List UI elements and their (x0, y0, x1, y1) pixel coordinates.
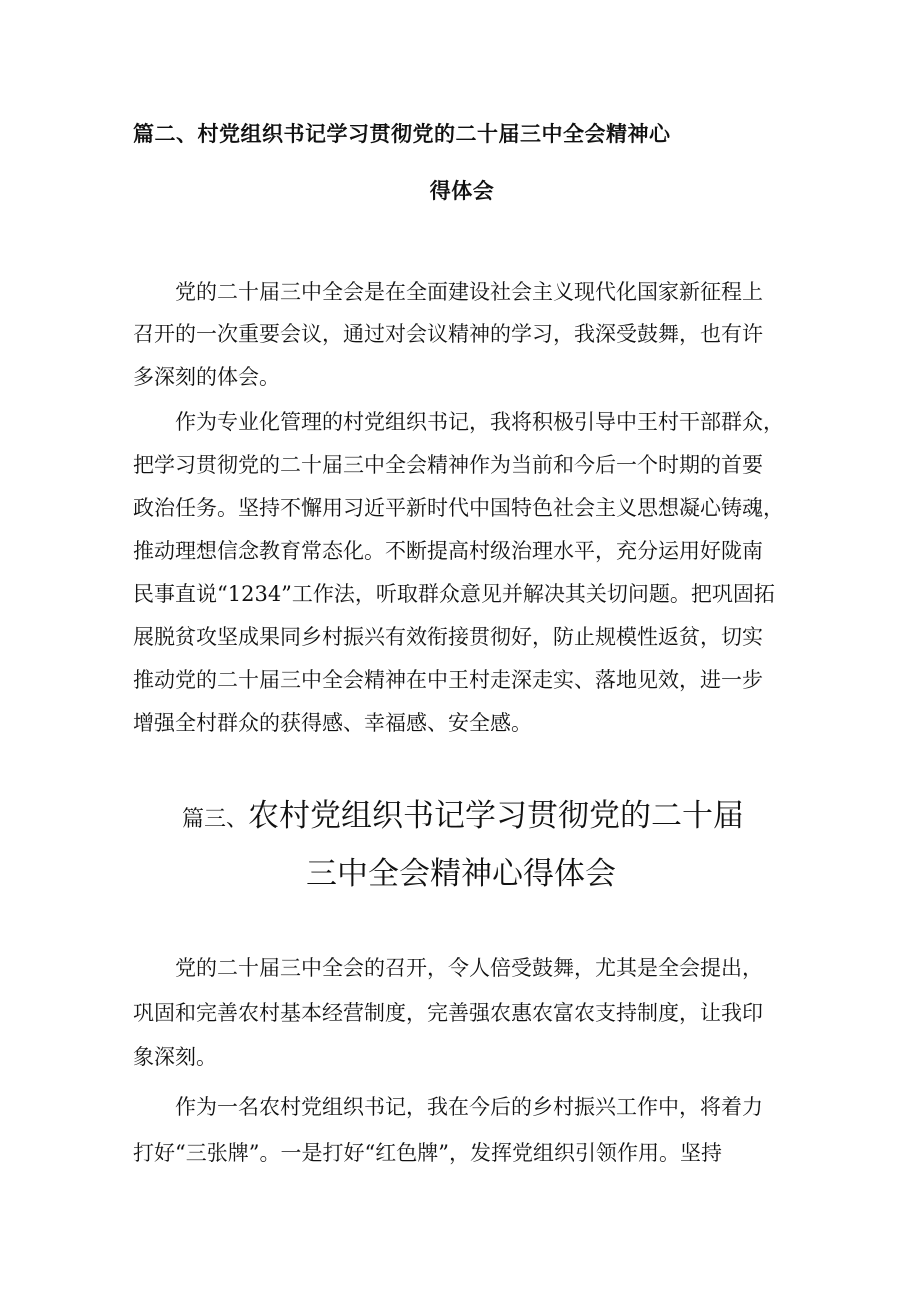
section3-para2-line2: 打好“三张牌”。一是打好“红色牌”，发挥党组织引领作用。坚持 (133, 1141, 722, 1165)
section2-para2-line8: 增强全村群众的获得感、幸福感、安全感。 (133, 711, 532, 735)
section2-para2-line4: 推动理想信念教育常态化。不断提高村级治理水平，充分运用好陇南 (133, 539, 763, 563)
section3-para1-line1: 党的二十届三中全会的召开，令人倍受鼓舞，尤其是全会提出， (133, 956, 763, 980)
section2-para1-line2: 召开的一次重要会议，通过对会议精神的学习，我深受鼓舞，也有许 (133, 322, 763, 346)
section3-title-line2: 三中全会精神心得体会 (306, 856, 616, 892)
section2-para1-line1: 党的二十届三中全会是在全面建设社会主义现代化国家新征程上 (133, 280, 763, 304)
section3-para1-line3: 象深刻。 (133, 1045, 217, 1069)
section2-title-line2: 得体会 (429, 178, 495, 203)
section2-para1-line3: 多深刻的体会。 (133, 365, 280, 389)
section3-para2-line1: 作为一名农村党组织书记，我在今后的乡村振兴工作中，将着力 (133, 1095, 763, 1119)
section2-para2-line1: 作为专业化管理的村党组织书记，我将积极引导中王村干部群众， (133, 410, 784, 434)
section2-para2-line3: 政治任务。坚持不懈用习近平新时代中国特色社会主义思想凝心铸魂， (133, 496, 784, 520)
section2-para2-line6: 展脱贫攻坚成果同乡村振兴有效衔接贯彻好，防止规模性返贫，切实 (133, 625, 763, 649)
section3-title-prefix: 篇三、 (181, 807, 248, 832)
section2-para2-line5: 民事直说“1234”工作法，听取群众意见并解决其关切问题。把巩固拓 (133, 582, 775, 606)
section2-para2-line2: 把学习贯彻党的二十届三中全会精神作为当前和今后一个时期的首要 (133, 453, 763, 477)
section2-title-line1: 篇二、村党组织书记学习贯彻党的二十届三中全会精神心 (133, 121, 671, 146)
section2-para2-line7: 推动党的二十届三中全会精神在中王村走深走实、落地见效，进一步 (133, 668, 763, 692)
section3-title-line1-text: 农村党组织书记学习贯彻党的二十届 (248, 798, 744, 834)
section3-title-line1 (0, 796, 920, 840)
section3-para1-line2: 巩固和完善农村基本经营制度，完善强农惠农富农支持制度，让我印 (133, 1001, 763, 1025)
